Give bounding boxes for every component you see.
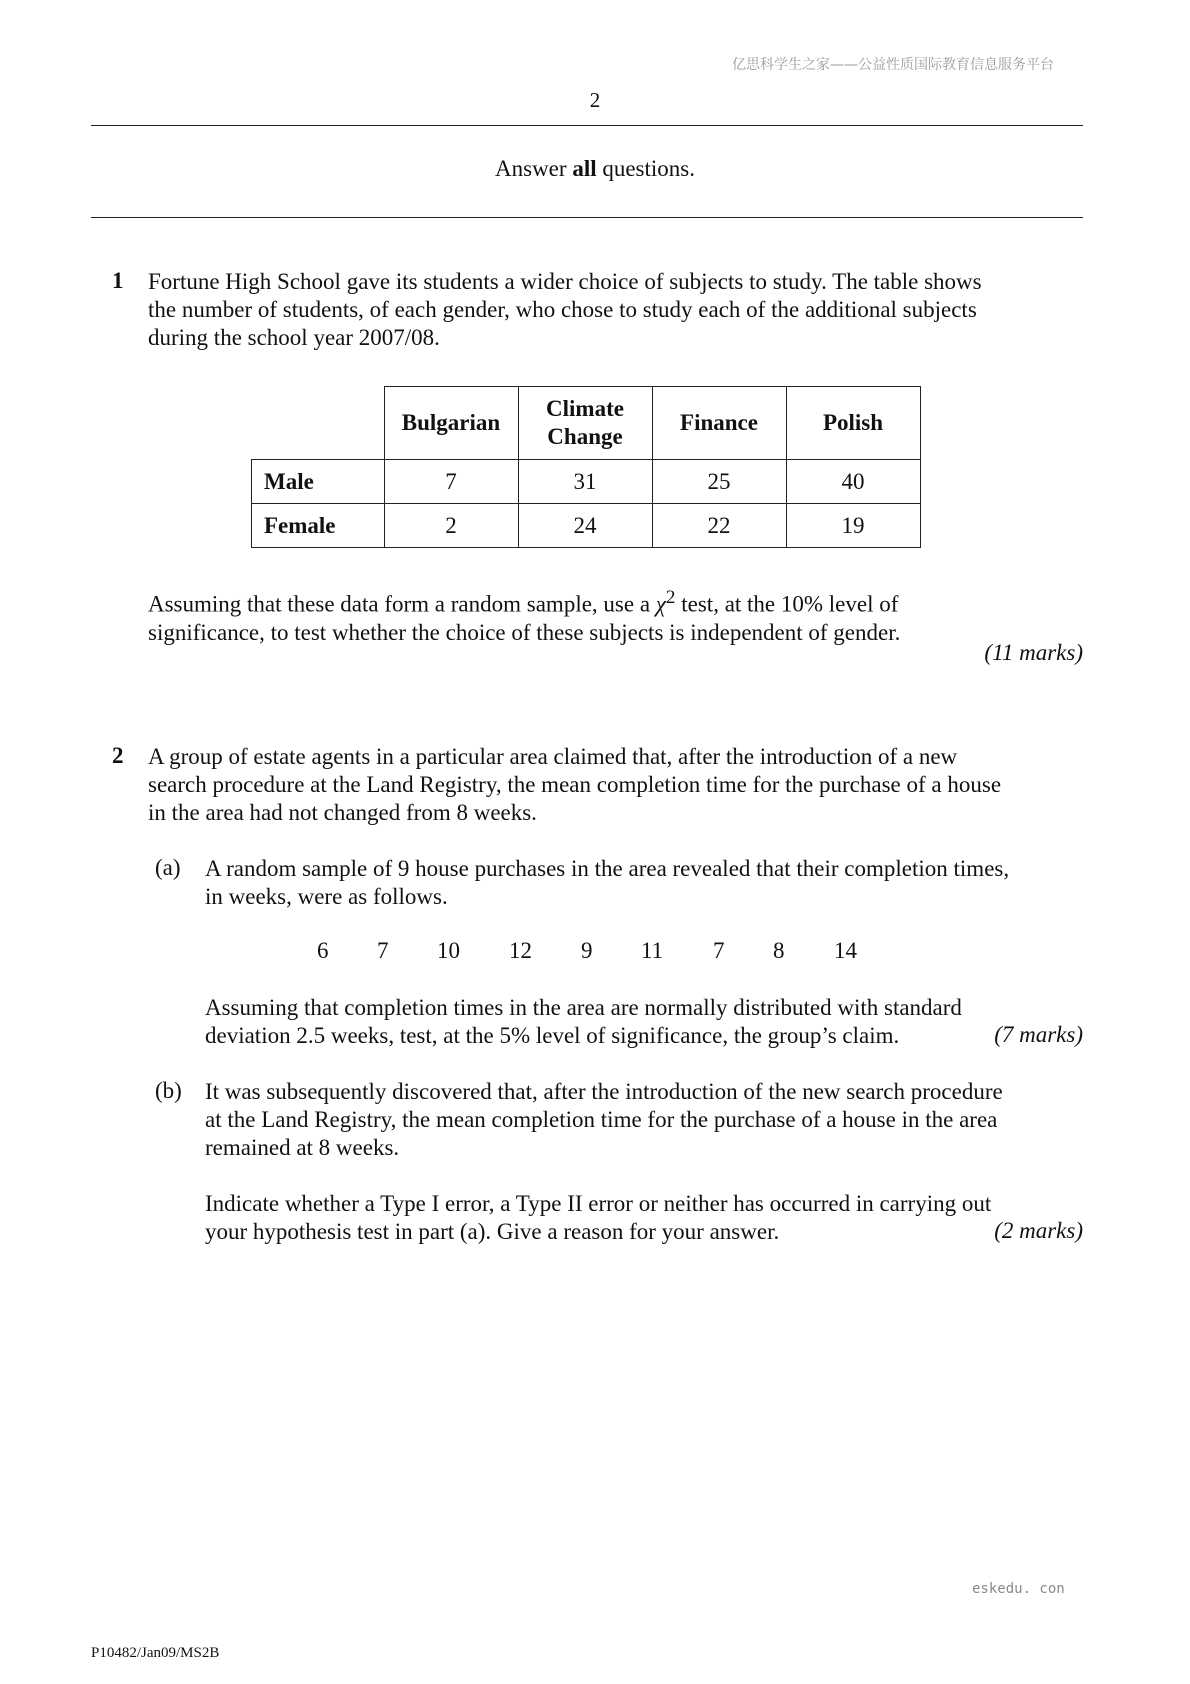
table-cell: 7 — [384, 460, 518, 504]
question-1-task — [148, 584, 1083, 647]
part-b-task-line: your hypothesis test in part (a). Give a reason for your answer. — [205, 1219, 780, 1244]
table-cell: 31 — [518, 460, 652, 504]
second-rule — [91, 217, 1083, 218]
instructions-post: questions. — [596, 156, 695, 181]
chi-superscript: 2 — [665, 587, 676, 608]
data-value: 7 — [713, 938, 725, 963]
data-value: 6 — [317, 938, 329, 963]
part-a-label: (a) — [155, 855, 181, 880]
question-2-text — [148, 743, 1083, 827]
chi-symbol: χ — [655, 591, 666, 617]
question-2-number: 2 — [112, 743, 124, 768]
question-1-task-line: significance, to test whether the choice of these subjects is independent of gender. — [148, 619, 901, 645]
part-b-task — [205, 1190, 1083, 1246]
question-1-line: Fortune High School gave its students a wider choice of subjects to study. The table shows — [148, 269, 982, 294]
part-a-task-line: Assuming that completion times in the area are normally distributed with standard — [205, 995, 962, 1020]
top-rule — [91, 125, 1083, 126]
question-1-number: 1 — [112, 268, 124, 293]
climate-label: Climate — [546, 396, 624, 421]
part-b-line: It was subsequently discovered that, after the introduction of the new search procedure — [205, 1079, 1003, 1104]
question-1-line: the number of students, of each gender, who chose to study each of the additional subjects — [148, 297, 977, 322]
part-a-line: in weeks, were as follows. — [205, 884, 448, 909]
data-value: 8 — [773, 938, 785, 963]
part-b-line: at the Land Registry, the mean completion time for the purchase of a house in the area — [205, 1107, 998, 1132]
data-value: 10 — [437, 938, 460, 963]
column-header-bulgarian: Bulgarian — [384, 387, 518, 460]
row-header-female: Female — [252, 504, 385, 548]
data-value: 9 — [581, 938, 593, 963]
column-header-finance: Finance — [652, 387, 786, 460]
paper-code: P10482/Jan09/MS2B — [91, 1645, 220, 1661]
question-1-marks: (11 marks) — [984, 640, 1083, 665]
data-value: 12 — [509, 938, 532, 963]
table-header-row — [252, 387, 921, 460]
question-2-line: A group of estate agents in a particular area claimed that, after the introduction of a new — [148, 744, 958, 769]
table-row — [252, 460, 921, 504]
part-a-task — [205, 994, 1083, 1050]
change-label: Change — [547, 424, 623, 449]
part-b-marks: (2 marks) — [994, 1218, 1083, 1243]
table-row — [252, 504, 921, 548]
table-cell: 22 — [652, 504, 786, 548]
table-cell: 19 — [786, 504, 920, 548]
part-b-text — [205, 1078, 1083, 1162]
task-post: test, at the 10% level of — [675, 591, 899, 617]
data-value: 14 — [834, 938, 857, 963]
watermark-header: 亿思科学生之家——公益性质国际教育信息服务平台 — [732, 57, 1054, 73]
question-1-text — [148, 268, 1083, 352]
part-a-line: A random sample of 9 house purchases in the area revealed that their completion times, — [205, 856, 1010, 881]
question-1-task-line — [148, 584, 1083, 619]
question-1-line: during the school year 2007/08. — [148, 325, 440, 350]
watermark-footer: eskedu. con — [972, 1581, 1065, 1597]
part-b-task-line: Indicate whether a Type I error, a Type II error or neither has occurred in carrying out — [205, 1191, 992, 1216]
part-a-task-line: deviation 2.5 weeks, test, at the 5% level of significance, the group’s claim. — [205, 1023, 900, 1048]
part-a-marks: (7 marks) — [994, 1022, 1083, 1047]
row-header-male: Male — [252, 460, 385, 504]
part-b-label: (b) — [155, 1078, 182, 1103]
data-value: 7 — [377, 938, 389, 963]
table-cell: 24 — [518, 504, 652, 548]
table-corner-blank — [252, 387, 385, 460]
column-header-climate-change — [518, 387, 652, 460]
task-pre: Assuming that these data form a random sample, use a — [148, 591, 656, 617]
data-value: 11 — [641, 938, 664, 963]
part-b-line: remained at 8 weeks. — [205, 1135, 400, 1160]
subject-choice-table — [251, 386, 921, 548]
table-cell: 2 — [384, 504, 518, 548]
instructions-bold: all — [572, 156, 597, 181]
question-2-line: search procedure at the Land Registry, the mean completion time for the purchase of a house — [148, 772, 1002, 797]
table-cell: 40 — [786, 460, 920, 504]
question-2-line: in the area had not changed from 8 weeks. — [148, 800, 537, 825]
page-number: 2 — [589, 88, 601, 112]
part-a-text — [205, 855, 1083, 911]
instructions — [0, 156, 1190, 182]
column-header-polish: Polish — [786, 387, 920, 460]
instructions-pre: Answer — [495, 156, 573, 181]
table-cell: 25 — [652, 460, 786, 504]
